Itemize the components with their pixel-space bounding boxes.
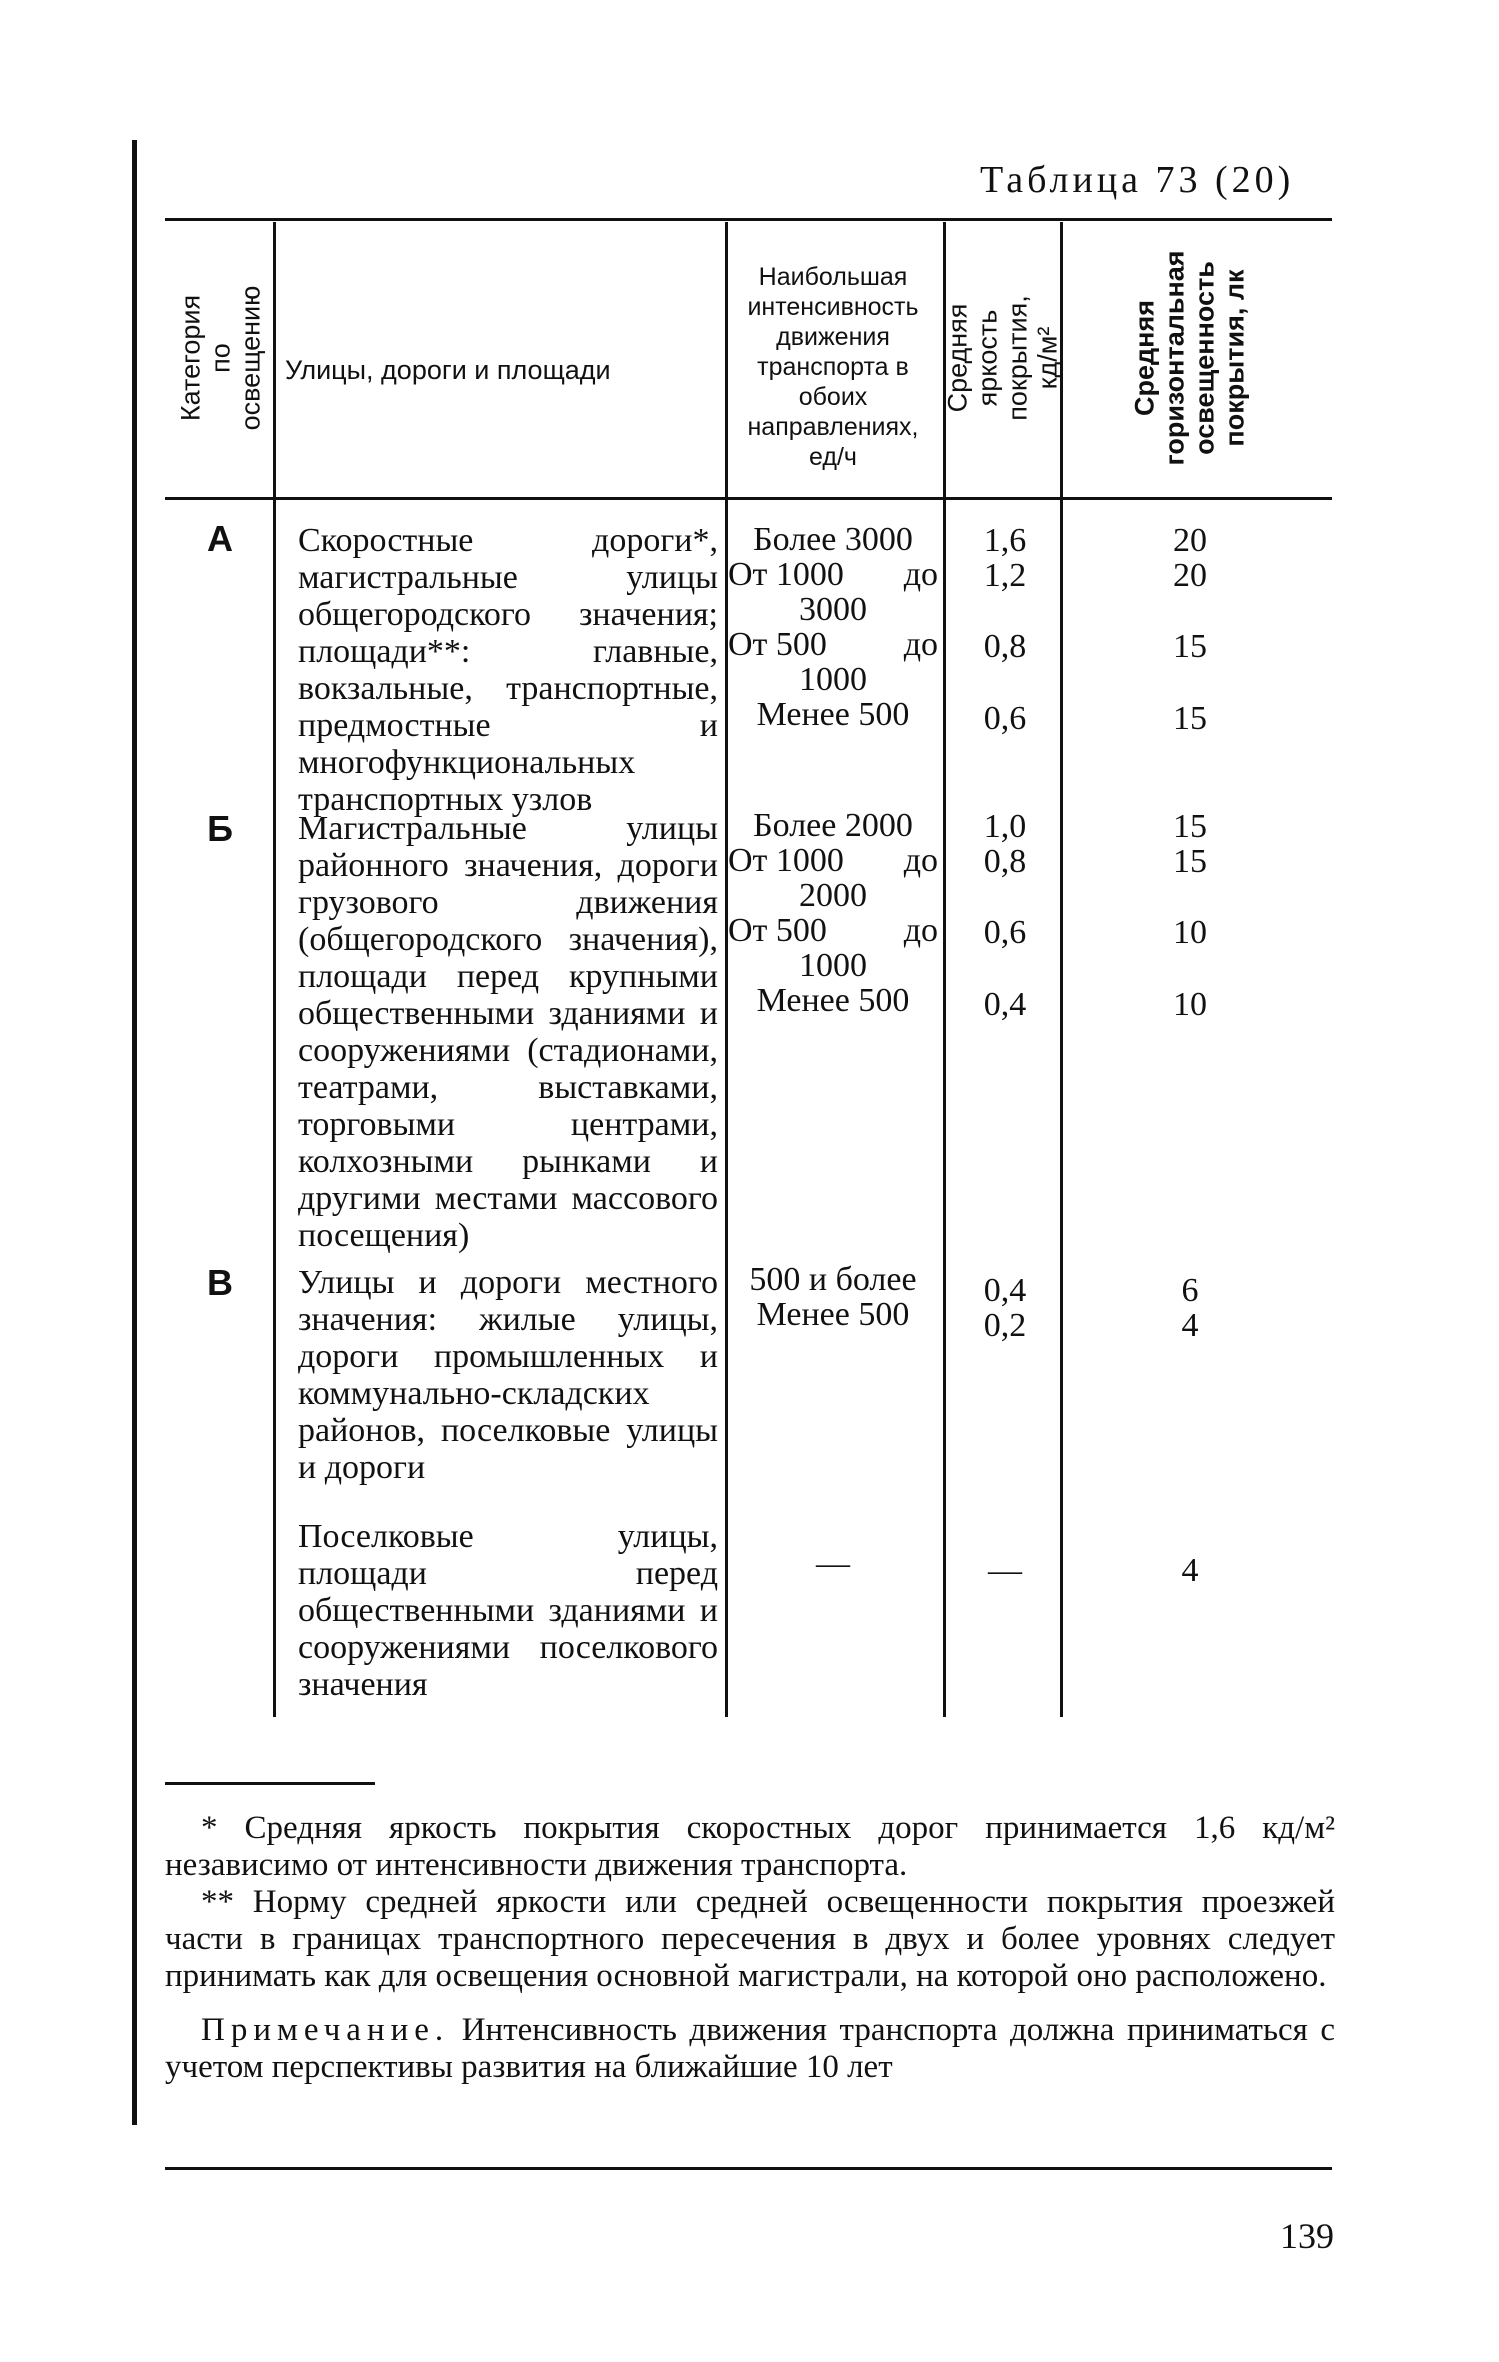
brightness-b-2: 0,8 (983, 843, 1027, 880)
intensity-b-2: От 1000 до (728, 842, 938, 879)
intensity-v-2: Менее 500 (756, 1296, 910, 1333)
intensity-a-1: Более 3000 (753, 521, 913, 558)
brightness-b-1: 1,0 (983, 808, 1027, 845)
header-category: Категория по освещению (175, 285, 265, 430)
header-streets: Улицы, дороги и площади (285, 355, 611, 385)
header-illumination: Средняя горизонтальная освещенность покрытия, лк (1130, 249, 1250, 466)
illumination-b-4: 10 (1173, 986, 1207, 1023)
category-b: Б (207, 808, 233, 849)
column-divider-4 (1060, 222, 1063, 1717)
intensity-a-3: От 500 до (728, 626, 938, 663)
brightness-a-1: 1,6 (983, 522, 1027, 559)
footnote-2: ** Норму средней яркости или средней освещенности покрытия проезжей части в границах транспортного пересечения в двух и более уровнях следует принимать как для освещения основной магистрали, на которой оно расположено. (165, 1884, 1335, 1994)
left-margin-rule (132, 140, 137, 2125)
brightness-settlement-dash: — (988, 1552, 1022, 1589)
description-b: Магистральные улицы районного значения, дороги грузового движения (общегородского значения), площади перед крупными общественными зданиями и сооружениями (стадионами, театрами, выставками, торговыми центрами, колхозными рынками и другими местами массового посещения) (298, 810, 718, 1254)
intensity-b-4: Менее 500 (756, 982, 910, 1019)
brightness-b-4: 0,4 (983, 986, 1027, 1023)
intensity-a-2: От 1000 до (728, 556, 938, 593)
intensity-v-1: 500 и более (749, 1261, 917, 1298)
page-bottom-rule (165, 2167, 1332, 2170)
illumination-settlement: 4 (1181, 1552, 1199, 1589)
illumination-b-2: 15 (1173, 843, 1207, 880)
footnotes (165, 1810, 1335, 1995)
brightness-v-1: 0,4 (983, 1272, 1027, 1309)
intensity-v (728, 1262, 938, 1332)
illumination-v-2: 4 (1181, 1307, 1199, 1344)
illumination-a-1: 20 (1173, 522, 1207, 559)
brightness-b-3: 0,6 (983, 914, 1027, 951)
header-brightness: Средняя яркость покрытия, кд/м² (942, 294, 1063, 421)
intensity-settlement-dash: — (816, 1545, 850, 1582)
brightness-v-2: 0,2 (983, 1307, 1027, 1344)
illumination-a-3: 15 (1173, 628, 1207, 665)
intensity-a: Более 3000 От 1000 до 3000 От 500 до 1000 Менее 500 (728, 521, 938, 733)
intensity-a-4: Менее 500 (756, 696, 910, 733)
illumination-v-1: 6 (1181, 1272, 1199, 1309)
intensity-b: Более 2000 От 1000 до 2000 От 500 до 1000 Менее 500 (728, 807, 938, 1019)
note (165, 2012, 1335, 2086)
footnote-1: * Средняя яркость покрытия скоростных дорог принимается 1,6 кд/м² независимо от интенсивности движения транспорта. (165, 1810, 1335, 1883)
category-v: В (207, 1262, 233, 1303)
description-settlement: Поселковые улицы, площади перед общественными зданиями и сооружениями поселкового значения (298, 1518, 718, 1703)
category-a: А (207, 518, 233, 559)
column-divider-3 (943, 222, 946, 1717)
footnote-separator (165, 1782, 375, 1785)
intensity-b-1: Более 2000 (753, 807, 913, 844)
note-label: Примечание. (201, 2012, 450, 2048)
page-number: 139 (1280, 2216, 1334, 2256)
description-a: Скоростные дороги*, магистральные улицы общегородского значения; площади**: главные, вокзальные, транспортные, предмостные и многофункциональных транспортных узлов (298, 522, 718, 818)
illumination-a-4: 15 (1173, 700, 1207, 737)
brightness-a-4: 0,6 (983, 700, 1027, 737)
brightness-a-2: 1,2 (983, 557, 1027, 594)
table-top-rule (165, 218, 1332, 221)
illumination-b-3: 10 (1173, 914, 1207, 951)
header-intensity: Наибольшая интенсивность движения транспорта в обоих направлениях, ед/ч (747, 263, 919, 471)
header-bottom-rule (165, 497, 1332, 500)
description-v: Улицы и дороги местного значения: жилые улицы, дороги промышленных и коммунально-складских районов, поселковые улицы и дороги (298, 1264, 718, 1486)
table-title: Таблица 73 (20) (980, 159, 1295, 201)
illumination-b-1: 15 (1173, 808, 1207, 845)
note-text: Интенсивность движения транспорта должна приниматься с учетом перспективы развития на ближайшие 10 лет (165, 2012, 1335, 2085)
brightness-a-3: 0,8 (983, 628, 1027, 665)
column-divider-1 (273, 222, 276, 1717)
illumination-a-2: 20 (1173, 557, 1207, 594)
intensity-b-3: От 500 до (728, 912, 938, 949)
